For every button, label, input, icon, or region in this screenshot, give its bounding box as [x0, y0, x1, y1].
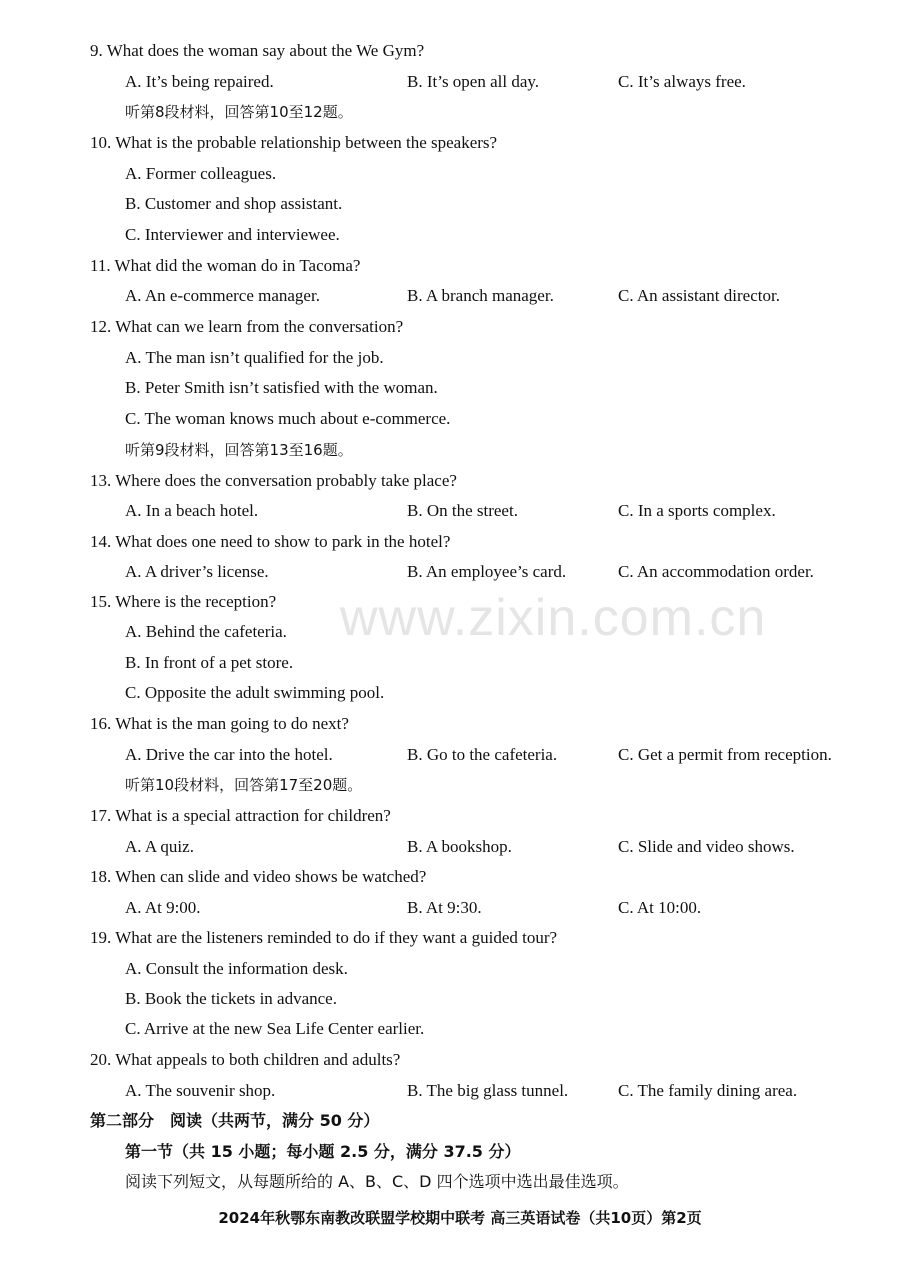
- q14-option-b: B. An employee’s card.: [407, 562, 567, 581]
- q14-option-a: A. A driver’s license.: [125, 562, 269, 581]
- question-16: 16. What is the man going to do next?: [90, 714, 349, 733]
- instruction-section-8: 听第8段材料，回答第10至12题。: [125, 103, 353, 121]
- q17-option-c: C. Slide and video shows.: [618, 837, 795, 856]
- q11-option-c: C. An assistant director.: [618, 286, 780, 305]
- question-18: 18. When can slide and video shows be watched?: [90, 867, 427, 886]
- q19-option-a: A. Consult the information desk.: [125, 959, 348, 978]
- question-12: 12. What can we learn from the conversation?: [90, 317, 404, 336]
- q19-option-b: B. Book the tickets in advance.: [125, 989, 337, 1008]
- q18-option-b: B. At 9:30.: [407, 898, 482, 917]
- q10-option-c: C. Interviewer and interviewee.: [125, 225, 340, 244]
- q16-option-c: C. Get a permit from reception.: [618, 745, 832, 764]
- question-20: 20. What appeals to both children and adults?: [90, 1050, 401, 1069]
- watermark: www.zixin.com.cn: [340, 589, 767, 647]
- part-two-heading: 第二部分 阅读（共两节，满分 50 分）: [90, 1111, 380, 1130]
- q13-option-b: B. On the street.: [407, 501, 518, 520]
- q12-option-b: B. Peter Smith isn’t satisfied with the woman.: [125, 378, 438, 397]
- q11-option-a: A. An e-commerce manager.: [125, 286, 320, 305]
- instruction-section-9: 听第9段材料，回答第13至16题。: [125, 441, 353, 459]
- section-one-heading: 第一节（共 15 小题；每小题 2.5 分，满分 37.5 分）: [125, 1142, 521, 1161]
- question-15: 15. Where is the reception?: [90, 592, 277, 611]
- q15-option-b: B. In front of a pet store.: [125, 653, 294, 672]
- q15-option-a: A. Behind the cafeteria.: [125, 622, 287, 641]
- q13-option-a: A. In a beach hotel.: [125, 501, 259, 520]
- q18-option-c: C. At 10:00.: [618, 898, 702, 917]
- q9-option-a: A. It’s being repaired.: [125, 72, 274, 91]
- q16-option-b: B. Go to the cafeteria.: [407, 745, 558, 764]
- q20-option-a: A. The souvenir shop.: [125, 1081, 276, 1100]
- question-9: 9. What does the woman say about the We Gym?: [90, 41, 425, 60]
- q16-option-a: A. Drive the car into the hotel.: [125, 745, 333, 764]
- reading-direction: 阅读下列短文，从每题所给的 A、B、C、D 四个选项中选出最佳选项。: [125, 1172, 629, 1191]
- q10-option-b: B. Customer and shop assistant.: [125, 194, 343, 213]
- q10-option-a: A. Former colleagues.: [125, 164, 277, 183]
- question-11: 11. What did the woman do in Tacoma?: [90, 256, 361, 275]
- q12-option-a: A. The man isn’t qualified for the job.: [125, 348, 384, 367]
- question-19: 19. What are the listeners reminded to do if they want a guided tour?: [90, 928, 558, 947]
- question-10: 10. What is the probable relationship between the speakers?: [90, 133, 498, 152]
- q12-option-c: C. The woman knows much about e-commerce.: [125, 409, 451, 428]
- q20-option-c: C. The family dining area.: [618, 1081, 798, 1100]
- q17-option-a: A. A quiz.: [125, 837, 194, 856]
- q9-option-b: B. It’s open all day.: [407, 72, 540, 91]
- q15-option-c: C. Opposite the adult swimming pool.: [125, 683, 385, 702]
- q20-option-b: B. The big glass tunnel.: [407, 1081, 569, 1100]
- instruction-section-10: 听第10段材料，回答第17至20题。: [125, 776, 363, 794]
- question-17: 17. What is a special attraction for children?: [90, 806, 391, 825]
- q17-option-b: B. A bookshop.: [407, 837, 512, 856]
- q11-option-b: B. A branch manager.: [407, 286, 554, 305]
- q18-option-a: A. At 9:00.: [125, 898, 201, 917]
- q19-option-c: C. Arrive at the new Sea Life Center earlier.: [125, 1019, 425, 1038]
- q9-option-c: C. It’s always free.: [618, 72, 746, 91]
- q14-option-c: C. An accommodation order.: [618, 562, 814, 581]
- question-13: 13. Where does the conversation probably take place?: [90, 471, 457, 490]
- q13-option-c: C. In a sports complex.: [618, 501, 776, 520]
- question-14: 14. What does one need to show to park in the hotel?: [90, 532, 451, 551]
- page-footer: 2024年秋鄂东南教改联盟学校期中联考 高三英语试卷（共10页）第2页: [218, 1209, 702, 1227]
